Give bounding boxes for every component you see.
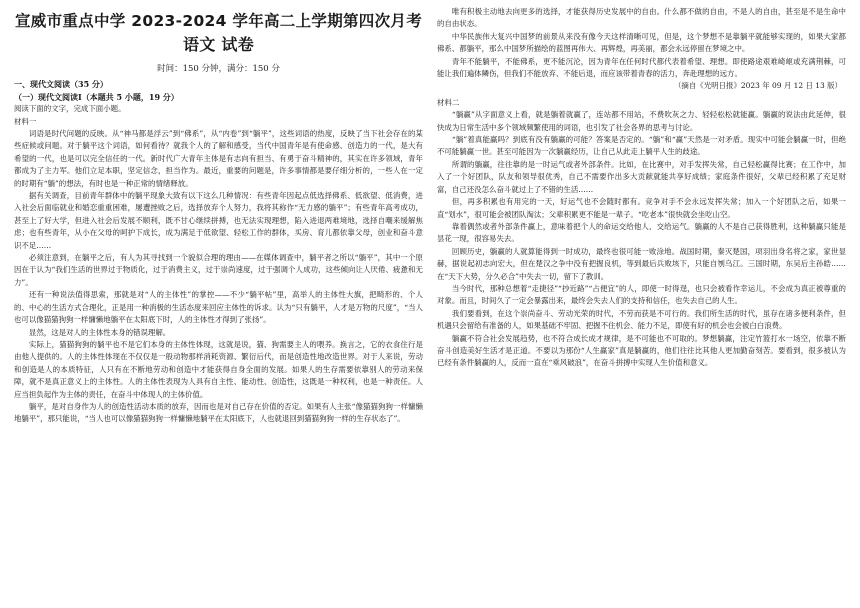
- exam-title: 宣威市重点中学 2023-2024 学年高二上学期第四次月考: [14, 12, 422, 30]
- exam-subtitle: 语文 试卷: [182, 35, 255, 54]
- paragraph: 回顾历史，躺赢的人就算能得到一时成功，最终也很可能一败涂地。战国时期，秦灭楚国，项羽出身名将之家，家世显赫，据说起初志向宏大，但在楚汉之争中没有把握良机，等到最后兵败垓下，只能自刎乌江。三国时期，东吴后主孙皓……在“天下大势，分久必合”中失去一切，留下了教训。: [437, 246, 846, 281]
- paragraph: 青年不能躺平，不能佛系，更不能沉沦，因为青年在任何时代都代表着希望、理想。即使路途艰难崎岖或充满荆棘，可能让我们遍体鳞伤，但我们不能放弃、不能后退，而应该带着青春的活力，奔赴理想的远方。: [437, 56, 846, 79]
- paragraph: 中华民族伟大复兴中国梦的前景从来没有像今天这样清晰可见，但是，这个梦想不是靠躺平就能够实现的，如果大家都佛系、都躺平，那么中国梦所描绘的蓝图再伟大、再辉煌，再美丽，都会永远停留在梦境之中。: [437, 31, 846, 54]
- section-heading: 一、现代文阅读（35 分）: [14, 79, 108, 89]
- paragraph: “躺”着真能赢吗？到底有没有躺赢的可能？答案是否定的。“躺”和“赢”天然是一对矛盾。现实中可能会躺赢一时，但绝不可能躺赢一世。甚至可能因为一次躺赢经历，让自己从此走上躺平人生的歧途。: [437, 135, 846, 157]
- paragraph: 显然，这是对人的主体性本身的错误理解。: [28, 327, 171, 337]
- material1-label: 材料一: [14, 116, 37, 126]
- paragraph: 躺平，是对自身作为人的创造性活动本质的放弃，因而也是对自己存在价值的否定。如果有人主张“像猫猫狗狗一样慵懒地躺平”，那只能说，“当人也可以像猫猫狗狗一样慵懒地躺平在太阳底下，人也就退回到猫猫狗狗一样的生存状态了”。: [14, 401, 423, 424]
- sub-heading: （一）现代文阅读Ⅰ（本题共 5 小题，19 分）: [14, 91, 179, 102]
- paragraph: 靠着偶然或者外部条件赢上，意味着把个人的命运交给他人、交给运气。躺赢的人不是自己获得胜利，这种躺赢只能是昙花一现，很容易失去。: [437, 221, 846, 244]
- paragraph: 当今时代，那种总想着“走捷径”“抄近路”“占便宜”的人，即使一时得逞，也只会被看作幸运儿，不会成为真正被尊重的对象。而且，时间久了一定会暴露出来，最终会失去人们的支持和信任，也失去自己的人生。: [437, 283, 846, 306]
- material2-label: 材料二: [437, 97, 460, 107]
- paragraph: 但，再多积累也有用完的一天，好运气也不会随时都有。竞争对手不会永远发挥失常；加入一个好团队之后，如果一直“划水”，很可能会被团队淘汰；父辈积累更不能是一辈子。“吃老本”很快就会坐吃山空。: [437, 197, 846, 219]
- paragraph: 所谓的躺赢，往往靠的是一时运气或者外部条件。比如，在比赛中，对手发挥失常，自己轻松赢得比赛；在工作中，加入了一个好团队，队友和领导很优秀，自己不需要作出多大贡献就能共享好成绩；家庭条件很好，父辈已经积累了充足财富，自己还没怎么奋斗就过上了不错的生活……: [437, 159, 846, 194]
- instruction: 阅读下面的文字，完成下面小题。: [14, 104, 126, 114]
- paragraph: “躺赢”从字面意义上看，就是躺着就赢了，连站都不用站，不费吹灰之力、轻轻松松就能赢。躺赢的说法由此延伸，很快成为日常生活中多个领域频繁使用的词语，也引发了社会各界的思考与讨论。: [437, 110, 846, 132]
- paragraph: 唯有积极主动地去向更多的选择，才能获得历史发展中的自由。什么都不做的自由，不是人的自由，甚至是不是生命中的自由状态。: [437, 7, 846, 29]
- paragraph: 我们要看到，在这个崇尚奋斗、劳动光荣的时代，不劳而获是不可行的。我们所生活的时代，虽存在诸多便利条件，但机遇只会留给有准备的人，如果基础不牢固、把握不住机会、能力不足，即使有好的机会也会被白白浪费。: [437, 308, 846, 331]
- paragraph: 还有一种说法值得思索，那就是对“人的主体性”的掌控——不少“躺平帖”里，高举人的主体性大旗，把畸形的、个人的、中心的生活方式合理化，正是用一种消极的生活态度来回应主体性的诉求。认为“只有躺平，人才是万物的尺度”，“当人也可以像猫猫狗狗一样慵懒地躺平在太阳底下时，人的主体性才得到了张扬”。: [14, 290, 423, 325]
- paragraph: 据有关调查，目前青年群体中的躺平现象大致有以下这么几种情况：有些青年因起点低选择佛系、低欲望、低消费，进入社会后面临就业和婚恋重重困难，屡遭挫败之后，选择放弃个人努力，我将其称作“无力感的躺平”；有些青年高考成功，甚至上了好大学，但进入社会后发展不顺利，既不甘心继续拼搏，也无法实现理想，陷入进退两难境地，选择自嘲来缓解焦虑；也有些青年，从小在父母的呵护下成长，成为满足于低欲望、轻松工作的群体，买房、育儿都依靠父母，创业和奋斗意识不足……: [14, 191, 423, 250]
- exam-meta: 时间：150 分钟，满分：150 分: [157, 64, 280, 74]
- paragraph: 躺赢不符合社会发展趋势，也不符合成长成才规律，是不可能也不可取的。梦想躺赢，注定竹篮打水一场空，依靠不断奋斗创造美好生活才是正道。不要以为那份“人生赢家”真是躺赢的，他们往往比其他人更加勤奋刻苦。要看到，很多被认为已经有条件躺赢的人，反而一直在“乘风破浪”，在奋斗拼搏中实现人生价值和意义。: [437, 333, 846, 368]
- paragraph: 实际上，猫猫狗狗的躺平也不是它们本身的主体性体现，这就是说，猫、狗需要主人的喂养。换言之，它的衣食住行是由他人提供的。人的主体性体现在不仅仅是一般动物那样消耗资源、繁衍后代，而是创造性地改造世界。对于人来说，劳动和创造是人的本质特征，人只有在不断地劳动和创造中才能获得自身全面的发展。如果人的生存需要依靠别人的劳动来保障，就不是真正意义上的主体性。人的主体性表现为人具有自主性、能动性、创造性，这既是一种权利，也是一种责任。人应当担负起作为主体的责任，在奋斗中体现人的主体价值。: [14, 339, 423, 399]
- paragraph: 词语是时代问题的反映。从“神马都是浮云”到“佛系”，从“内卷”到“躺平”，这些词语的热度，反映了当下社会存在的某些症候或问题。对于躺平这个词语，如何看待？就我个人的了解和感受，当代中国青年是有使命感、创造力的一代，是大有希望的一代，也是可以完全信任的一代。新时代广大青年主体是有志向有担当、有勇于奋斗精神的，其实在许多领域，青年都成为了主力军。他们立足本职，坚定信念，担当作为。最近，重要的问题是，许多事情都是要仔细分析的，一些人在一定的时期有“躺”的想法，有时也是一种正常的情绪释放。: [14, 129, 423, 188]
- source-citation: （摘自《光明日报》2023 年 09 月 12 日 13 版）: [674, 81, 842, 91]
- paragraph: 必须注意到，在躺平之后，有人为其寻找到一个貌似合理的理由——在媒体调查中，躺平者之所以“躺平”，其中一个原因在于认为“我们生活的世界过于物质化，过于消费主义，过于崇尚速度，过于强调个人成功，这些倾向让人厌倦、疲惫和无力”。: [14, 253, 423, 287]
- right-column: [437, 6, 846, 608]
- left-column: [14, 6, 423, 608]
